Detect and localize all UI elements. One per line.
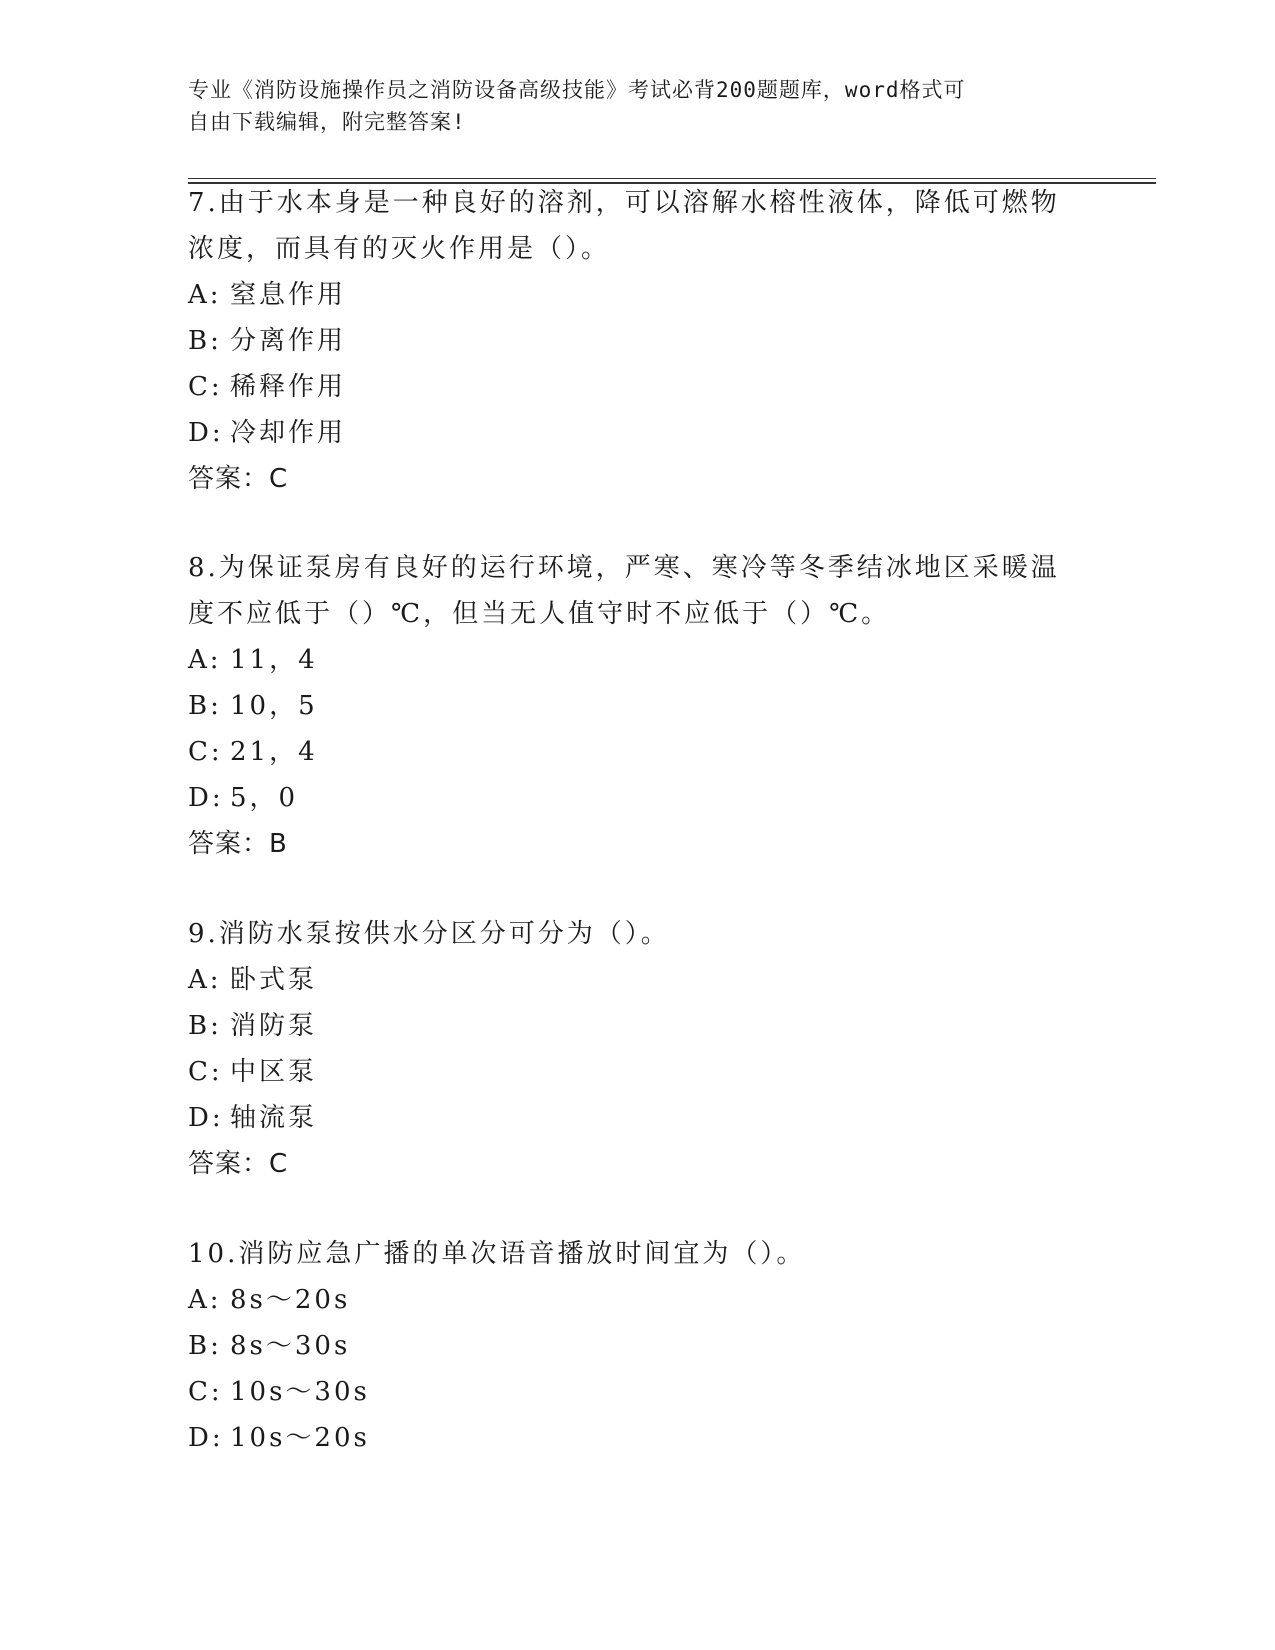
option-text: 轴流泵: [230, 1103, 318, 1133]
option-key: C:: [188, 1377, 223, 1407]
option-a: [188, 957, 1088, 1003]
option-b: [188, 683, 1088, 729]
question-line: 10.消防应急广播的单次语音播放时间宜为（）。: [188, 1239, 806, 1269]
option-text: 8s～30s: [230, 1331, 351, 1361]
option-c: [188, 1369, 1088, 1415]
option-key: C:: [188, 737, 223, 767]
option-key: D:: [188, 783, 224, 813]
option-text: 分离作用: [230, 326, 347, 356]
option-d: [188, 775, 1088, 821]
option-key: A:: [188, 280, 222, 310]
question-text: [188, 911, 1088, 957]
option-text: 稀释作用: [230, 372, 347, 402]
option-text: 卧式泵: [230, 965, 318, 995]
option-text: 10，5: [230, 691, 318, 721]
option-key: D:: [188, 1103, 224, 1133]
option-key: A:: [188, 965, 222, 995]
option-c: [188, 364, 1088, 410]
option-key: C:: [188, 1057, 223, 1087]
option-text: 10s～30s: [230, 1377, 370, 1407]
option-c: [188, 729, 1088, 775]
question-block: [188, 911, 1088, 1187]
option-text: 消防泵: [230, 1011, 318, 1041]
option-text: 10s～20s: [230, 1423, 370, 1453]
question-text: [188, 545, 1088, 637]
question-line: 8.为保证泵房有良好的运行环境，严寒、寒冷等冬季结冰地区采暖温: [188, 553, 1060, 583]
option-key: B:: [188, 326, 222, 356]
header-line-2: 自由下载编辑，附完整答案!: [188, 110, 466, 134]
question-block: [188, 1231, 1088, 1461]
option-key: A:: [188, 645, 222, 675]
option-a: [188, 637, 1088, 683]
option-key: B:: [188, 691, 222, 721]
option-d: [188, 1095, 1088, 1141]
option-text: 11，4: [230, 645, 318, 675]
option-text: 冷却作用: [230, 418, 347, 448]
option-text: 中区泵: [230, 1057, 318, 1087]
option-b: [188, 1323, 1088, 1369]
option-a: [188, 272, 1088, 318]
question-line: 浓度，而具有的灭火作用是（）。: [188, 234, 611, 264]
option-c: [188, 1049, 1088, 1095]
option-a: [188, 1277, 1088, 1323]
question-text: [188, 180, 1088, 272]
option-key: B:: [188, 1331, 222, 1361]
question-line: 7.由于水本身是一种良好的溶剂，可以溶解水榕性液体，降低可燃物: [188, 188, 1060, 218]
option-b: [188, 1003, 1088, 1049]
option-d: [188, 1415, 1088, 1461]
answer-text: 答案：C: [188, 464, 289, 494]
question-text: [188, 1231, 1088, 1277]
header-line-1: 专业《消防设施操作员之消防设备高级技能》考试必背200题题库，word格式可: [188, 78, 966, 102]
option-text: 5，0: [230, 783, 299, 813]
option-key: A:: [188, 1285, 222, 1315]
divider-line-thin: [188, 178, 1156, 179]
option-key: D:: [188, 1423, 224, 1453]
option-text: 窒息作用: [230, 280, 347, 310]
question-block: [188, 545, 1088, 867]
option-b: [188, 318, 1088, 364]
question-block: [188, 180, 1088, 502]
answer-text: 答案：C: [188, 1149, 289, 1179]
document-header: [188, 74, 1068, 138]
option-key: B:: [188, 1011, 222, 1041]
option-key: D:: [188, 418, 224, 448]
option-d: [188, 410, 1088, 456]
question-line: 9.消防水泵按供水分区分可分为（）。: [188, 919, 670, 949]
option-text: 8s～20s: [230, 1285, 351, 1315]
question-line: 度不应低于（）℃，但当无人值守时不应低于（）℃。: [188, 599, 891, 629]
option-key: C:: [188, 372, 223, 402]
answer-text: 答案：B: [188, 829, 288, 859]
option-text: 21，4: [230, 737, 318, 767]
